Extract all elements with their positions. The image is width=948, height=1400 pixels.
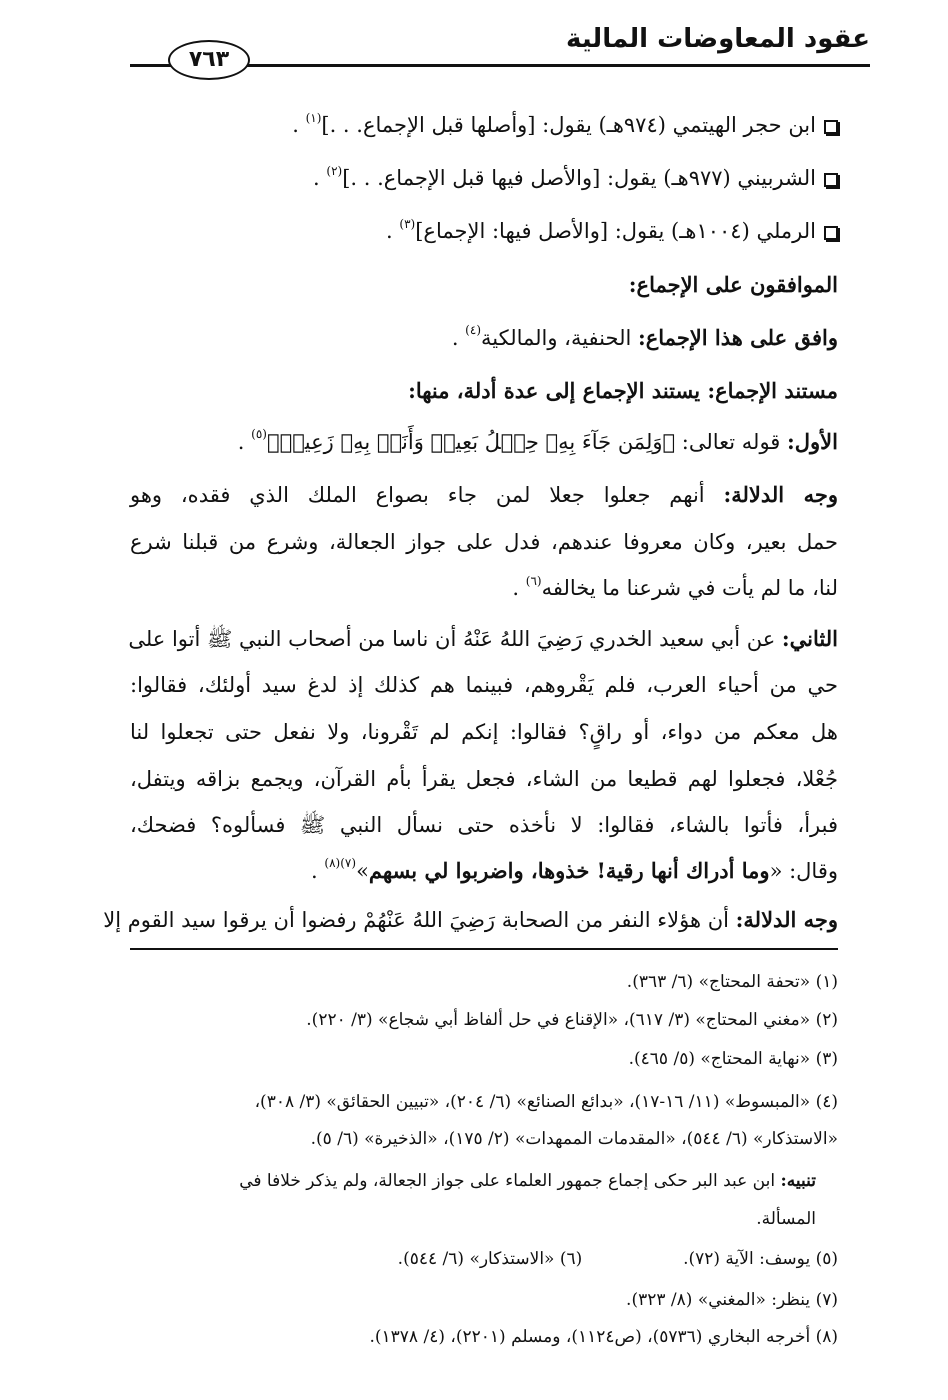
paragraph-line: حمل بعير، وكان معروفا عندهم، فدل على جواز الجعالة، وشرع من قبلنا شرع (130, 530, 838, 554)
footnote: (١) «تحفة المحتاج» (٦/ ٣٦٣). (626, 972, 838, 992)
checkbox-bullet-icon (824, 173, 838, 187)
footnote-separator (130, 948, 838, 950)
running-title: عقود المعاوضات المالية (566, 24, 870, 54)
footnote-note: المسألة. (756, 1209, 816, 1229)
checkbox-bullet-icon (824, 120, 838, 134)
paragraph-line: وقال: «وما أدراك أنها رقية! خذوها، واضربوا لي بسهم»$^{(٧)(٨)}$ . (311, 856, 838, 883)
footnote: (٣) «نهاية المحتاج» (٥/ ٤٦٥). (628, 1049, 838, 1069)
footnote: (٢) «مغني المحتاج» (٣/ ٦١٧)، «الإقناع في حل ألفاظ أبي شجاع» (٣/ ٢٢٠). (306, 1010, 838, 1030)
checkbox-bullet-icon (824, 226, 838, 240)
section-heading: مستند الإجماع: يستند الإجماع إلى عدة أدلة، منها: (408, 378, 838, 403)
footnote: (٨) أخرجه البخاري (٥٧٣٦)، (ص١١٢٤)، ومسلم (٢٢٠١)، (٤/ ١٣٧٨). (369, 1327, 838, 1347)
footnote-ref: (٤) (465, 323, 481, 337)
footnote-note: تنبيه: ابن عبد البر حكى إجماع جمهور العلماء على جواز الجعالة، ولم يذكر خلافا في (239, 1171, 816, 1191)
paragraph-line: جُعْلا، فجعلوا لهم قطيعا من الشاء، فجعل يقرأ بأم القرآن، ويجمع بزاقه ويتفل، (130, 767, 838, 791)
footnote-ref: (٥) (251, 427, 267, 441)
footnote-ref: (٦) (525, 574, 542, 588)
footnote-ref: (١) (305, 111, 322, 125)
footnote-ref: (٧)(٨) (324, 856, 357, 870)
paragraph-line: لنا، ما لم يأت في شرعنا ما يخالفه$^{(٦)}$ . (512, 574, 838, 600)
footnote-row: (٥) يوسف: الآية (٧٢). (٦) «الاستذكار» (٦/ ٥٤٤). (397, 1249, 838, 1269)
header-rule (160, 64, 870, 67)
bullet-line-shirbini: الشربيني (٩٧٧هـ) يقول: [والأصل فيها قبل الإجماع. . .]$^{(٢)}$ . (313, 166, 838, 190)
footnote-ref: (٢) (326, 164, 343, 178)
paragraph-line: الأول: قوله تعالى: ﴿وَلِمَن جَآءَ بِهِۦ حِمۡلُ بَعِيرٖ وَأَنَا۠ بِهِۦ زَعِيمٞ﴾$^{(٥)}$ . (237, 427, 838, 454)
bullet-line-ramli: الرملي (١٠٠٤هـ) يقول: [والأصل فيها: الإجماع]$^{(٣)}$ . (386, 219, 838, 243)
section-heading: الموافقون على الإجماع: (628, 272, 838, 297)
paragraph-line: وافق على هذا الإجماع: الحنفية، والمالكية$^{(٤)}$ . (451, 323, 838, 350)
paragraph-line: فبرأ، فأتوا بالشاء، فقالوا: لا نأخذه حتى نسأل النبي ﷺ فسألوه؟ فضحك، (130, 813, 838, 837)
paragraph-line: وجه الدلالة: أنهم جعلوا جعلا لمن جاء بصواع الملك الذي فقده، وهو (130, 482, 838, 507)
footnote: «الاستذكار» (٦/ ٥٤٤)، «المقدمات الممهدات» (٢/ ١٧٥)، «الذخيرة» (٦/ ٥). (310, 1129, 838, 1149)
footnote: (٧) ينظر: «المغني» (٨/ ٣٢٣). (626, 1290, 838, 1310)
footnote-ref: (٣) (399, 217, 416, 231)
paragraph-line: وجه الدلالة: أن هؤلاء النفر من الصحابة رَضِيَ اللهُ عَنْهُمْ رفضوا أن يرقوا سيد القوم إلا (103, 907, 838, 932)
paragraph-line: الثاني: عن أبي سعيد الخدري رَضِيَ اللهُ عَنْهُ أن ناسا من أصحاب النبي ﷺ أتوا على (128, 626, 838, 651)
page-number: ٧٦٣ (168, 40, 250, 80)
bullet-line-haytami: ابن حجر الهيتمي (٩٧٤هـ) يقول: [وأصلها قبل الإجماع. . .]$^{(١)}$ . (292, 113, 838, 137)
footnote: (٤) «المبسوط» (١١/ ١٦-١٧)، «بدائع الصنائع» (٦/ ٢٠٤)، «تبيين الحقائق» (٣/ ٣٠٨)، (254, 1092, 838, 1112)
paragraph-line: حي من أحياء العرب، فلم يَقْروهم، فبينما هم كذلك إذ لدغ سيد أولئك، فقالوا: (130, 673, 838, 697)
header-rule-left (130, 64, 170, 67)
paragraph-line: هل معكم من دواء، أو راقٍ؟ فقالوا: إنكم لم تَقْرونا، ولا نفعل حتى تجعلوا لنا (130, 720, 838, 744)
